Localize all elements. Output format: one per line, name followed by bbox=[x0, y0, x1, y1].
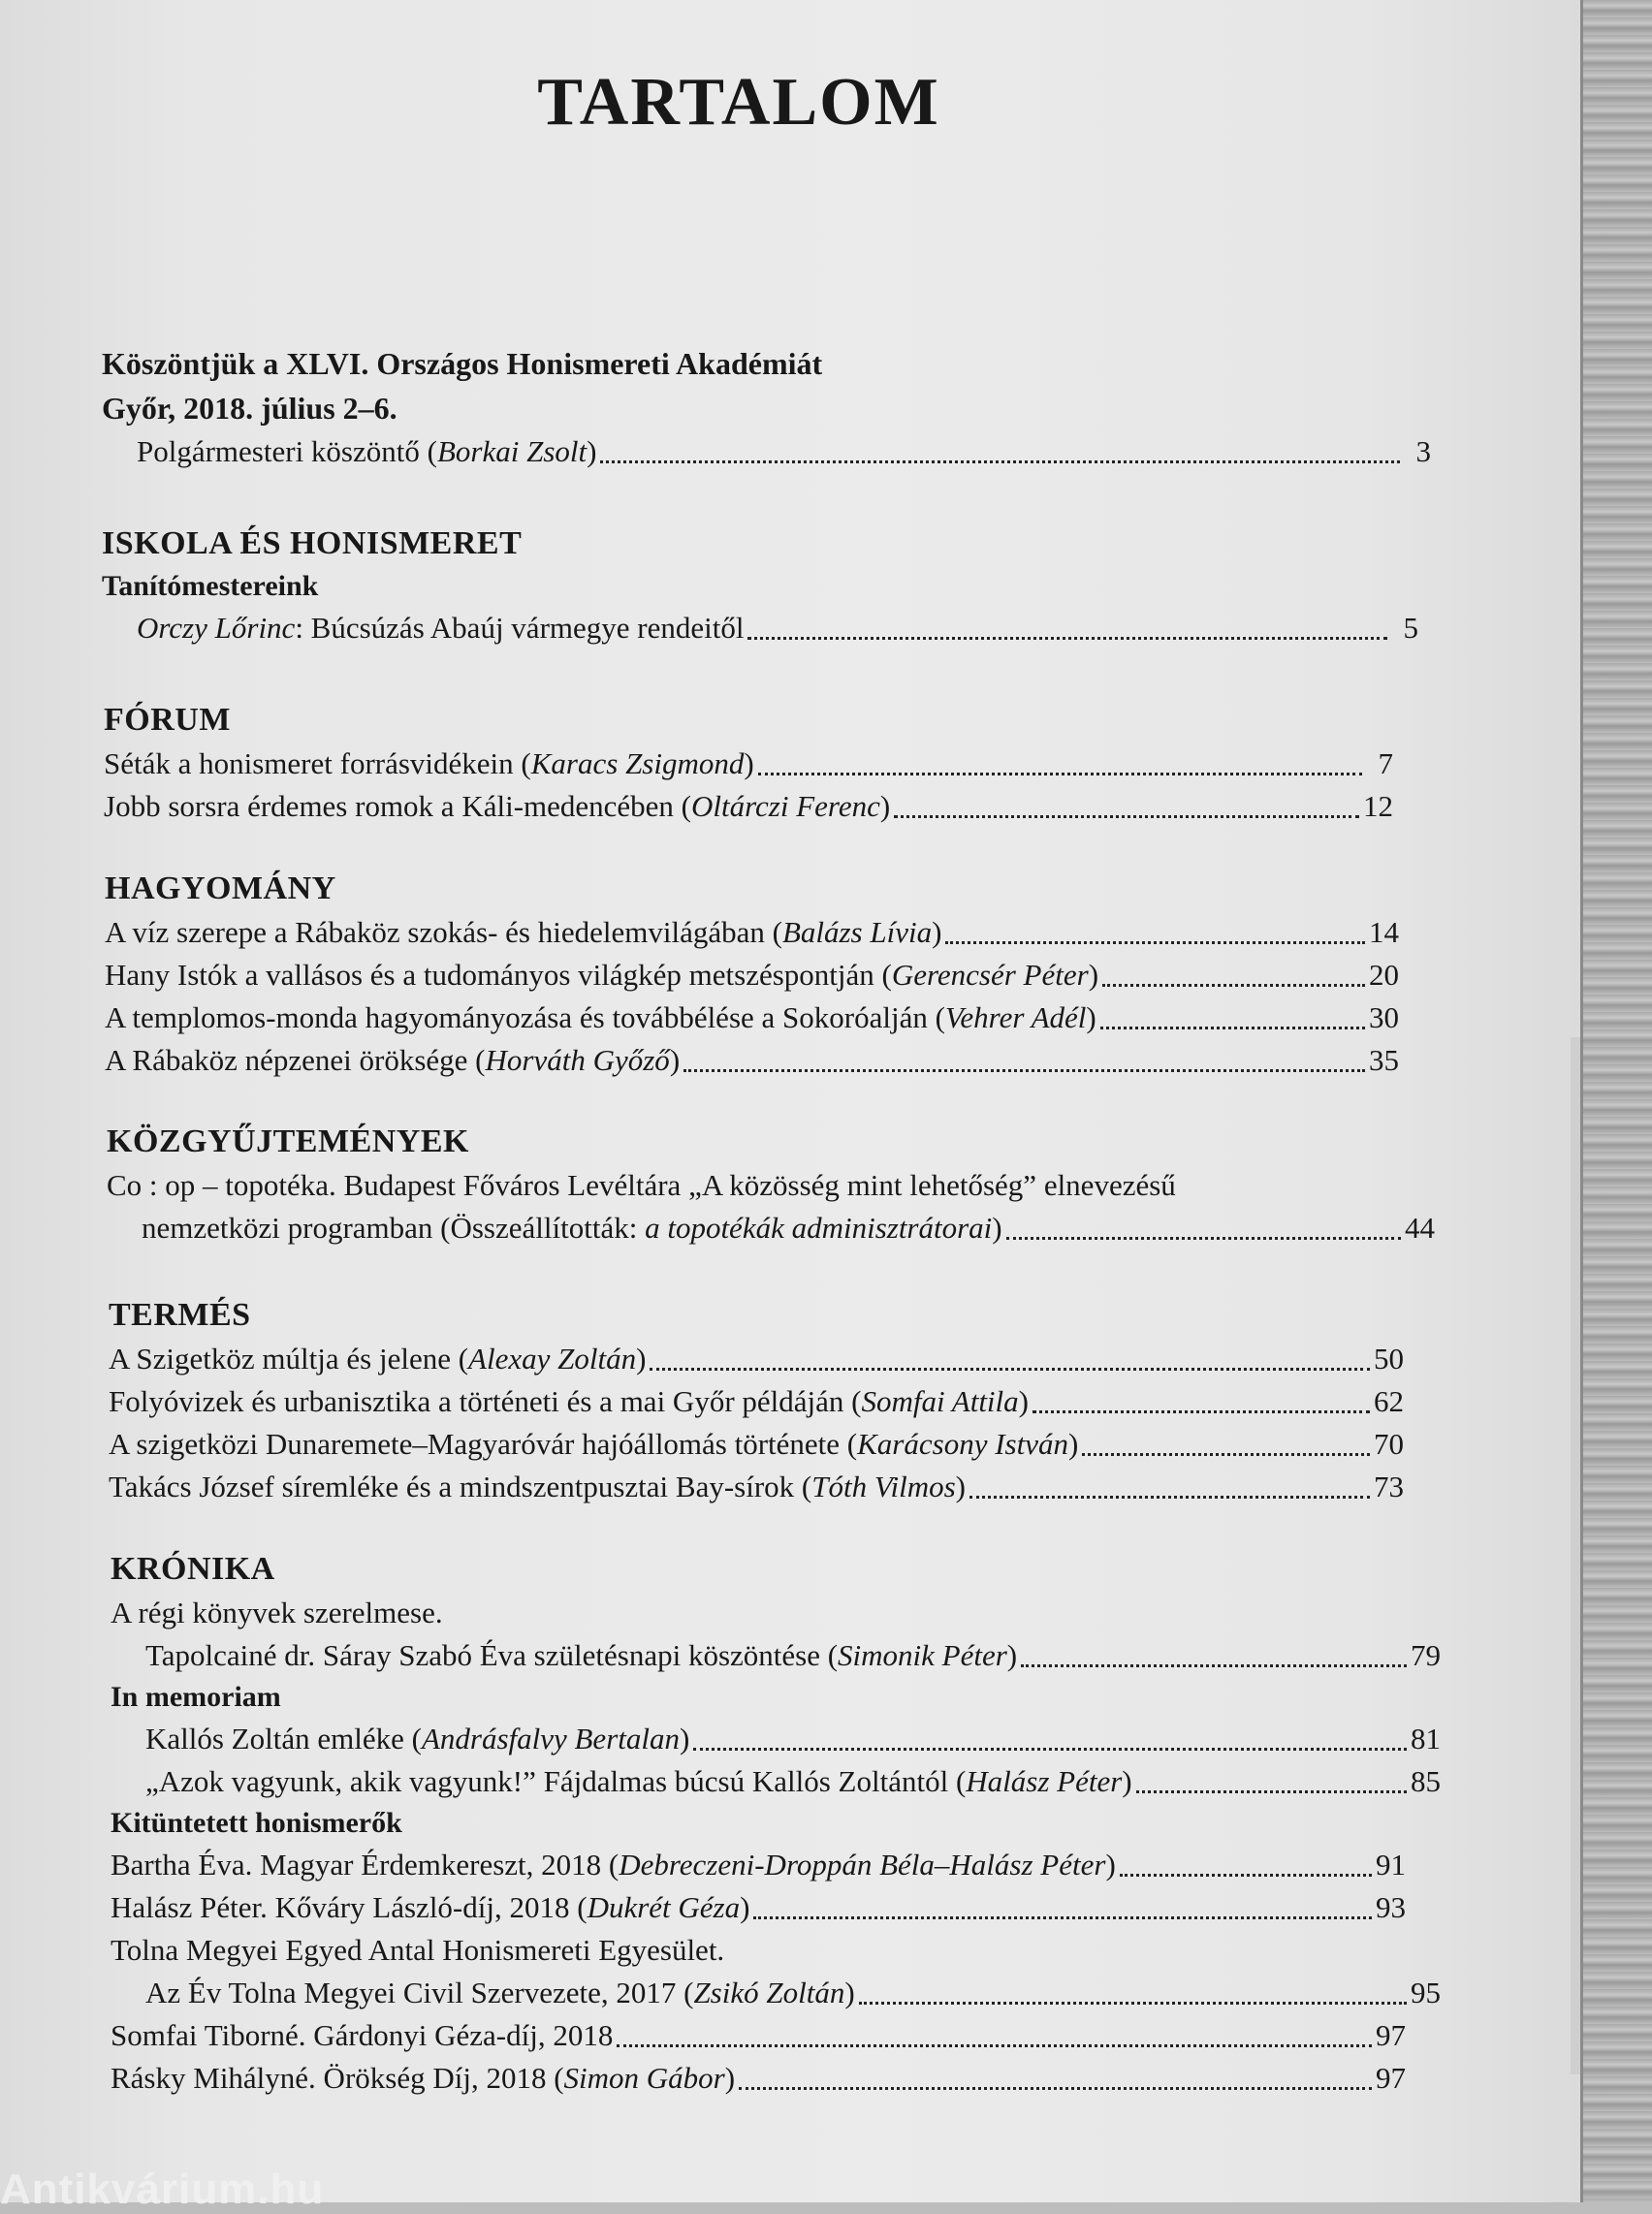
toc-entry[interactable]: Halász Péter. Kőváry László-díj, 2018 (Dukrét Géza) 93 bbox=[111, 1886, 1406, 1929]
dot-leader bbox=[859, 2002, 1407, 2005]
page-number: 12 bbox=[1363, 789, 1393, 823]
toc-entry[interactable]: A Szigetköz múltja és jelene (Alexay Zoltán) 50 bbox=[109, 1338, 1404, 1380]
toc-entry-line: A régi könyvek szerelmese. bbox=[111, 1596, 443, 1629]
dot-leader bbox=[739, 2087, 1372, 2090]
dot-leader bbox=[753, 1916, 1372, 1919]
toc-entry[interactable]: Polgármesteri köszöntő (Borkai Zsolt) 3 bbox=[102, 430, 1431, 473]
toc-entry[interactable]: A szigetközi Dunaremete–Magyaróvár hajóállomás története (Karácsony István) 70 bbox=[109, 1423, 1404, 1466]
page-number: 97 bbox=[1376, 2018, 1406, 2052]
dot-leader bbox=[1120, 1874, 1372, 1877]
toc-entry-line: Tolna Megyei Egyed Antal Honismereti Egyesület. bbox=[111, 1933, 725, 1967]
section-heading: ISKOLA ÉS HONISMERET bbox=[102, 525, 523, 561]
page-number: 14 bbox=[1369, 915, 1399, 949]
toc-entry[interactable]: Bartha Éva. Magyar Érdemkereszt, 2018 (Debreczeni-Droppán Béla–Halász Péter) 91 bbox=[111, 1844, 1406, 1886]
intro-heading-1: Köszöntjük a XLVI. Országos Honismereti Akadémiát bbox=[102, 346, 823, 381]
page-number: 20 bbox=[1369, 958, 1399, 992]
toc-entry[interactable]: A templomos-monda hagyományozása és továbbélése a Sokoróalján (Vehrer Adél) 30 bbox=[105, 996, 1399, 1039]
section-kronika bbox=[111, 1547, 1441, 2100]
dot-leader bbox=[1082, 1453, 1370, 1456]
dot-leader bbox=[945, 941, 1365, 944]
toc-entry-line: Co : op – topotéka. Budapest Főváros Levéltára „A közösség mint lehetőség” elnevezésű bbox=[107, 1168, 1176, 1202]
section-hagyomany bbox=[105, 867, 1414, 1082]
book-binding-edge bbox=[1580, 0, 1652, 2202]
page-number: 70 bbox=[1374, 1427, 1404, 1461]
dot-leader bbox=[747, 637, 1387, 640]
toc-entry[interactable]: Rásky Mihályné. Örökség Díj, 2018 (Simon Gábor) 97 bbox=[111, 2057, 1406, 2100]
toc-entry[interactable]: A víz szerepe a Rábaköz szokás- és hiedelemvilágában (Balázs Lívia) 14 bbox=[105, 911, 1399, 954]
section-heading: KRÓNIKA bbox=[111, 1551, 275, 1587]
page-number: 93 bbox=[1376, 1890, 1406, 1924]
dot-leader bbox=[894, 815, 1359, 818]
dot-leader bbox=[650, 1368, 1370, 1371]
dot-leader bbox=[617, 2044, 1372, 2047]
page-number: 85 bbox=[1411, 1764, 1441, 1798]
toc-entry[interactable]: „Azok vagyunk, akik vagyunk!” Fájdalmas búcsú Kallós Zoltántól (Halász Péter) 85 bbox=[111, 1760, 1441, 1803]
subsection-heading: Tanítómestereink bbox=[102, 570, 319, 602]
toc-entry[interactable]: Takács József síremléke és a mindszentpusztai Bay-sírok (Tóth Vilmos) 73 bbox=[109, 1466, 1404, 1508]
dot-leader bbox=[1021, 1664, 1407, 1667]
toc-entry[interactable]: Séták a honismeret forrásvidékein (Karacs Zsigmond) 7 bbox=[104, 743, 1393, 785]
toc-entry[interactable]: Somfai Tiborné. Gárdonyi Géza-díj, 2018 97 bbox=[111, 2014, 1406, 2057]
dot-leader bbox=[1006, 1237, 1401, 1240]
toc-entry[interactable]: A Rábaköz népzenei öröksége (Horváth Győző) 35 bbox=[105, 1039, 1399, 1082]
page-number: 35 bbox=[1369, 1043, 1399, 1077]
dot-leader bbox=[683, 1069, 1365, 1072]
page-number: 7 bbox=[1378, 746, 1393, 780]
page-number: 79 bbox=[1411, 1638, 1441, 1672]
page-number: 5 bbox=[1403, 611, 1418, 645]
dot-leader bbox=[1102, 984, 1365, 987]
section-heading: TERMÉS bbox=[109, 1297, 251, 1333]
page-number: 50 bbox=[1374, 1342, 1404, 1376]
section-heading: HAGYOMÁNY bbox=[105, 870, 336, 906]
page-number: 97 bbox=[1376, 2061, 1406, 2095]
intro-heading-2: Győr, 2018. július 2–6. bbox=[102, 391, 397, 426]
section-heading: KÖZGYŰJTEMÉNYEK bbox=[107, 1123, 469, 1159]
toc-entry[interactable]: Az Év Tolna Megyei Civil Szervezete, 2017 (Zsikó Zoltán) 95 bbox=[111, 1972, 1441, 2014]
page-number: 73 bbox=[1374, 1470, 1404, 1503]
page-number: 91 bbox=[1376, 1848, 1406, 1882]
dot-leader bbox=[1136, 1790, 1407, 1793]
subsection-heading: In memoriam bbox=[111, 1681, 281, 1713]
toc-entry[interactable]: Jobb sorsra érdemes romok a Káli-medencében (Oltárczi Ferenc) 12 bbox=[104, 785, 1393, 828]
page-number: 44 bbox=[1405, 1211, 1435, 1245]
toc-entry[interactable]: Folyóvizek és urbanisztika a történeti és a mai Győr példáján (Somfai Attila) 62 bbox=[109, 1380, 1404, 1423]
page-title: TARTALOM bbox=[537, 65, 940, 140]
section-kozgyujtemenyek bbox=[107, 1120, 1435, 1249]
dot-leader bbox=[1032, 1410, 1370, 1413]
subsection-heading: Kitüntetett honismerők bbox=[111, 1807, 402, 1839]
dot-leader bbox=[969, 1496, 1370, 1499]
dot-leader bbox=[1100, 1027, 1365, 1029]
section-iskola bbox=[102, 522, 1418, 649]
section-heading: FÓRUM bbox=[104, 702, 231, 738]
dot-leader bbox=[600, 460, 1400, 463]
page-number: 81 bbox=[1411, 1722, 1441, 1755]
toc-entry[interactable]: nemzetközi programban (Összeállították: a topotékák adminisztrátorai) 44 bbox=[107, 1207, 1435, 1249]
intro-section bbox=[102, 341, 1431, 473]
watermark: Antikvárium.hu bbox=[0, 2166, 325, 2213]
page-number: 95 bbox=[1411, 1976, 1441, 2009]
page-number: 62 bbox=[1374, 1384, 1404, 1418]
toc-entry[interactable]: Orczy Lőrinc: Búcsúzás Abaúj vármegye rendeitől 5 bbox=[102, 607, 1418, 649]
section-termes bbox=[109, 1293, 1417, 1508]
dot-leader bbox=[758, 773, 1362, 775]
page-number: 3 bbox=[1415, 434, 1431, 468]
toc-entry[interactable]: Hany Istók a vallásos és a tudományos világkép metszéspontján (Gerencsér Péter) 20 bbox=[105, 954, 1399, 996]
dot-leader bbox=[693, 1748, 1407, 1751]
page-number: 30 bbox=[1369, 1000, 1399, 1034]
toc-entry[interactable]: Kallós Zoltán emléke (Andrásfalvy Bertalan) 81 bbox=[111, 1718, 1441, 1760]
toc-entry[interactable]: Tapolcainé dr. Sáray Szabó Éva születésnapi köszöntése (Simonik Péter) 79 bbox=[111, 1634, 1441, 1677]
section-forum bbox=[104, 698, 1413, 828]
